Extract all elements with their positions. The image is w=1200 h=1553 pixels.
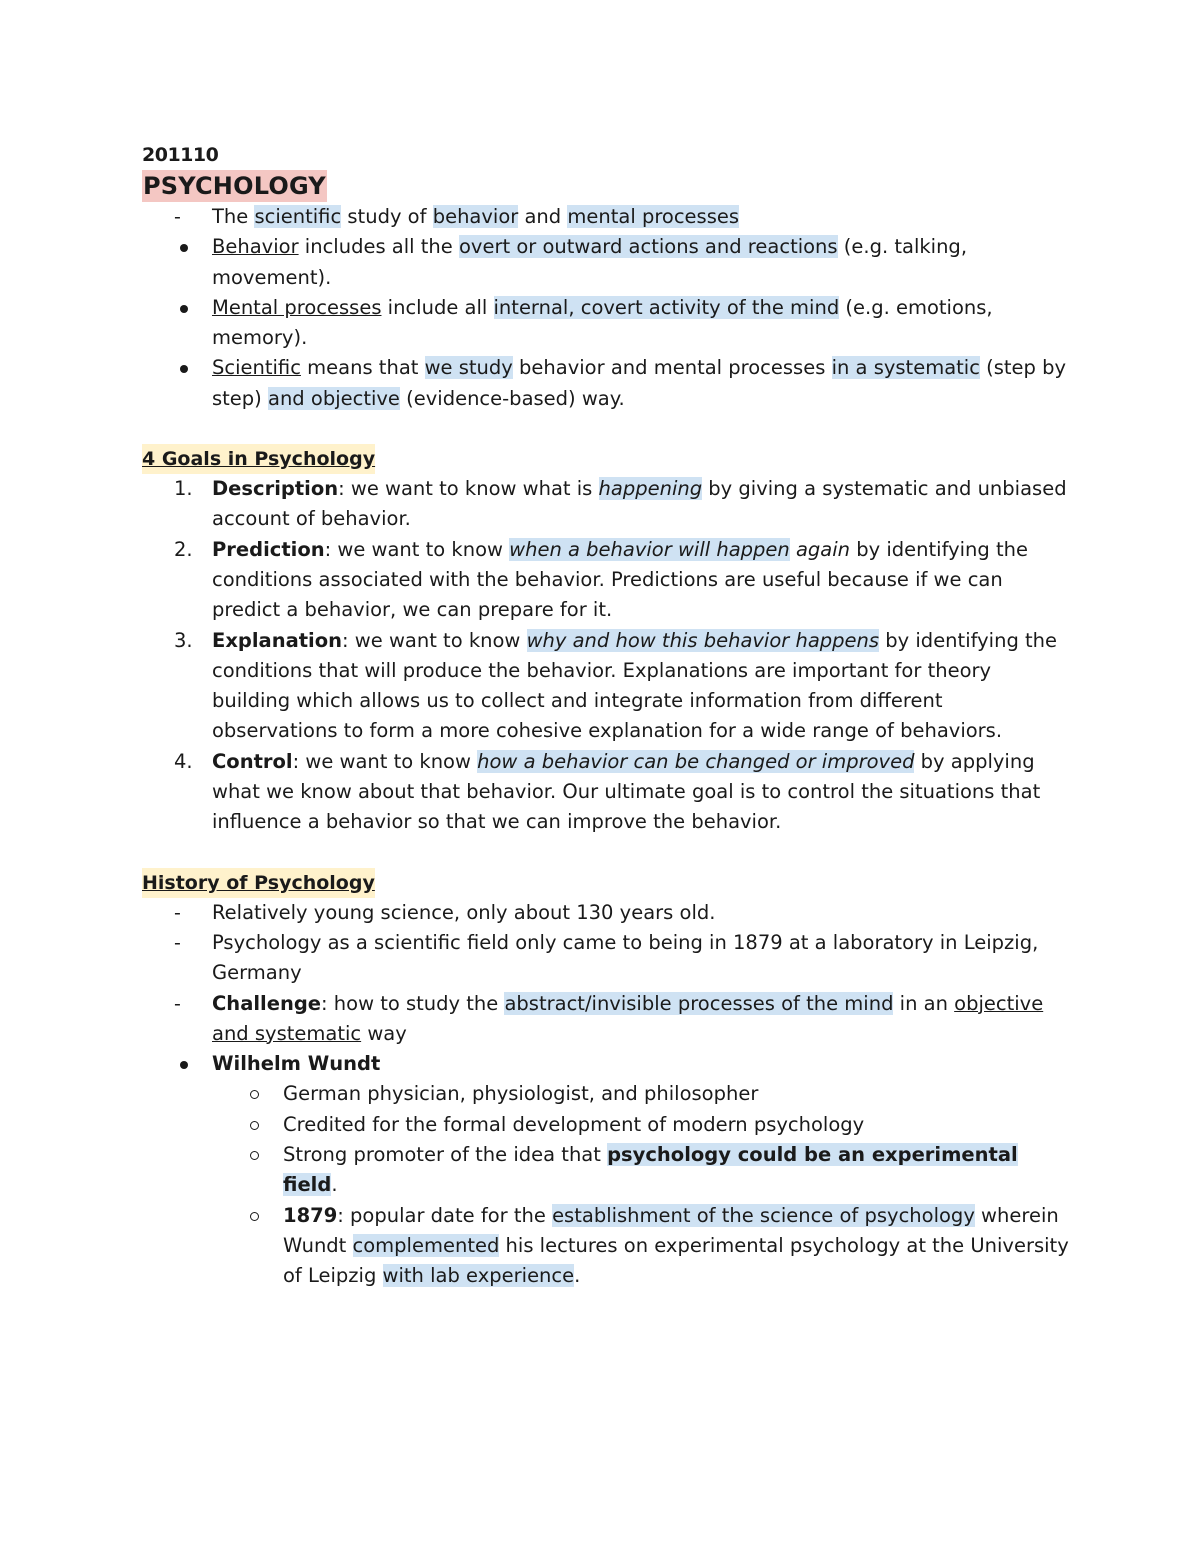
scientific-item: Scientific means that we study behavior and mental processes in a systematic (step by step) and objective (evidence-based) way. [142, 353, 1072, 414]
circle-bullet-icon [250, 1151, 259, 1160]
list-number: 1. [174, 477, 193, 501]
dash-marker: - [174, 931, 181, 954]
circle-bullet-icon [250, 1090, 259, 1099]
goal-item-prediction: 2. Prediction: we want to know when a behavior will happen again by identifying the conditions associated with the behavior. Predictions are useful because if we can predict a behavior, we can prepare for it. [142, 535, 1072, 626]
list-number: 3. [174, 628, 193, 652]
mental-processes-item: Mental processes include all internal, covert activity of the mind (e.g. emotions, memory). [142, 293, 1072, 354]
goal-item-explanation: 3. Explanation: we want to know why and how this behavior happens by identifying the conditions that will produce the behavior. Explanations are important for theory building which allows us to collect and integrate information from different observations to form a more cohesive explanation for a wide range of behaviors. [142, 626, 1072, 747]
history-item-challenge: - Challenge: how to study the abstract/invisible processes of the mind in an objective and systematic way [142, 989, 1072, 1050]
definition-item: - The scientific study of behavior and mental processes [142, 202, 1072, 232]
goal-item-description: 1. Description: we want to know what is happening by giving a systematic and unbiased account of behavior. [142, 474, 1072, 535]
wundt-sub-item: German physician, physiologist, and philosopher [142, 1079, 1072, 1109]
goal-item-control: 4. Control: we want to know how a behavior can be changed or improved by applying what we know about that behavior. Our ultimate goal is to control the situations that influence a behavior so that we can improve the behavior. [142, 747, 1072, 838]
dash-marker: - [174, 992, 181, 1015]
circle-bullet-icon [250, 1212, 259, 1221]
wundt-item: Wilhelm Wundt [142, 1049, 1072, 1079]
list-number: 4. [174, 749, 193, 773]
history-heading: History of Psychology [142, 868, 375, 898]
document-page [142, 140, 1072, 1292]
course-code: 201110 [142, 144, 219, 166]
behavior-item: Behavior includes all the overt or outward actions and reactions (e.g. talking, movement). [142, 232, 1072, 293]
page-title: PSYCHOLOGY [143, 172, 326, 200]
history-item-field: - Psychology as a scientific field only came to being in 1879 at a laboratory in Leipzig, Germany [142, 928, 1072, 989]
list-number: 2. [174, 537, 193, 561]
bullet-icon [180, 365, 188, 373]
history-item-young: - Relatively young science, only about 130 years old. [142, 898, 1072, 928]
wundt-sub-item: 1879: popular date for the establishment of the science of psychology wherein Wundt complemented his lectures on experimental psychology at the University of Leipzig with lab experience. [142, 1201, 1072, 1292]
wundt-sub-item: Credited for the formal development of modern psychology [142, 1110, 1072, 1140]
goals-heading: 4 Goals in Psychology [142, 444, 375, 474]
bullet-icon [180, 305, 188, 313]
bullet-icon [180, 244, 188, 252]
circle-bullet-icon [250, 1121, 259, 1130]
bullet-icon [180, 1061, 188, 1069]
dash-marker: - [174, 206, 181, 228]
dash-marker: - [174, 901, 181, 924]
wundt-sub-item: Strong promoter of the idea that psychology could be an experimental field. [142, 1140, 1072, 1201]
